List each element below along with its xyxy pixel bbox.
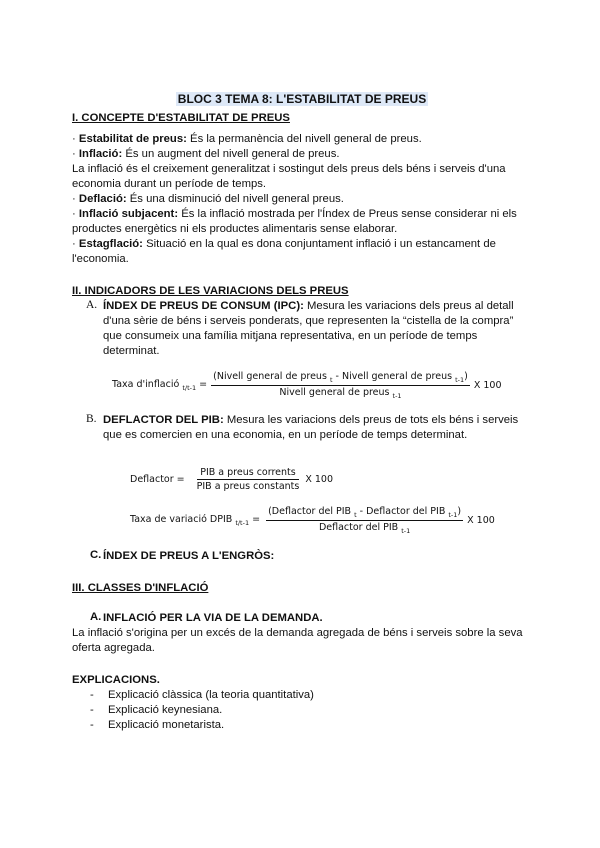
- def-inflacio: · Inflació: És un augment del nivell general de preus.: [72, 148, 340, 160]
- section-1-heading: I. CONCEPTE D'ESTABILITAT DE PREUS: [72, 112, 290, 124]
- explanations-heading: EXPLICACIONS.: [72, 673, 160, 686]
- section-3-heading: III. CLASSES D'INFLACIÓ: [72, 581, 209, 594]
- item-label: A.: [86, 299, 98, 311]
- title-block: [72, 92, 532, 106]
- list-item: - Explicació keynesiana.: [72, 703, 532, 718]
- item-label: B.: [86, 412, 97, 425]
- list-item: - Explicació monetarista.: [72, 718, 532, 733]
- item-label: A.: [90, 610, 102, 623]
- indicator-c: C. ÍNDEX DE PREUS A L'ENGRÒS:: [90, 548, 275, 562]
- section-2-heading: II. INDICADORS DE LES VARIACIONS DELS PREUS: [72, 285, 349, 297]
- def-inflacio-subjacent: · Inflació subjacent: És la inflació mostrada per l'Índex de Preus sense considerar ni els productes energètics ni els productes alimentaris sense elaborar.: [72, 208, 517, 235]
- indicator-a: A. ÍNDEX DE PREUS DE CONSUM (IPC): Mesura les variacions dels preus al detall d'una sèrie de béns i serveis ponderats, que representen la “cistella de la compra” que consumeix una família mitjana representativa, en un període de temps determinat.: [86, 299, 514, 357]
- def-deflacio: · Deflació: És una disminució del nivell general preus.: [72, 193, 344, 205]
- page-title: BLOC 3 TEMA 8: L'ESTABILITAT DE PREUS: [177, 92, 427, 106]
- demand-inflation-paragraph: La inflació s'origina per un excés de la demanda agregada de béns i serveis sobre la seva oferta agregada.: [72, 626, 523, 654]
- formula-taxa-variacio-dpib: Taxa de variació DPIB $_{t/t-1}$ = $\frac{(Deflactor del PIB _t - Deflactor del PIB _{t-1})}{Deflactor del PIB _{t-1}}$ X 100: [130, 505, 495, 535]
- explanations-list: [72, 688, 532, 733]
- formula-taxa-inflacio: Taxa d'inflació $_{t/t-1}$ = $\frac{(Nivell general de preus _t - Nivell general de preus _{t-1})}{Nivell general de preus _{t-1}}$ X 100: [112, 371, 502, 400]
- indicator-b: B. DEFLACTOR DEL PIB: Mesura les variacions dels preus de tots els béns i serveis que es comercien en una economia, en un període de temps determinat.: [86, 412, 519, 441]
- item-label: C.: [90, 548, 102, 561]
- def-estabilitat: · Estabilitat de preus: És la permanència del nivell general de preus.: [72, 133, 422, 145]
- inflacio-paragraph: La inflació és el creixement generalitzat i sostingut dels preus dels béns i serveis d'una economia durant un període de temps.: [72, 163, 506, 190]
- inflation-type-a: A. INFLACIÓ PER LA VIA DE LA DEMANDA.: [90, 610, 323, 624]
- document-page: [72, 92, 532, 733]
- def-estagflacio: · Estagflació: Situació en la qual es dona conjuntament inflació i un estancament de l'economia.: [72, 238, 496, 265]
- list-item: - Explicació clàssica (la teoria quantitativa): [72, 688, 532, 703]
- formula-deflactor: Deflactor = $\frac{\text{PIB a preus corrents}}{\text{PIB a preus constants}}$ X 100: [130, 466, 334, 492]
